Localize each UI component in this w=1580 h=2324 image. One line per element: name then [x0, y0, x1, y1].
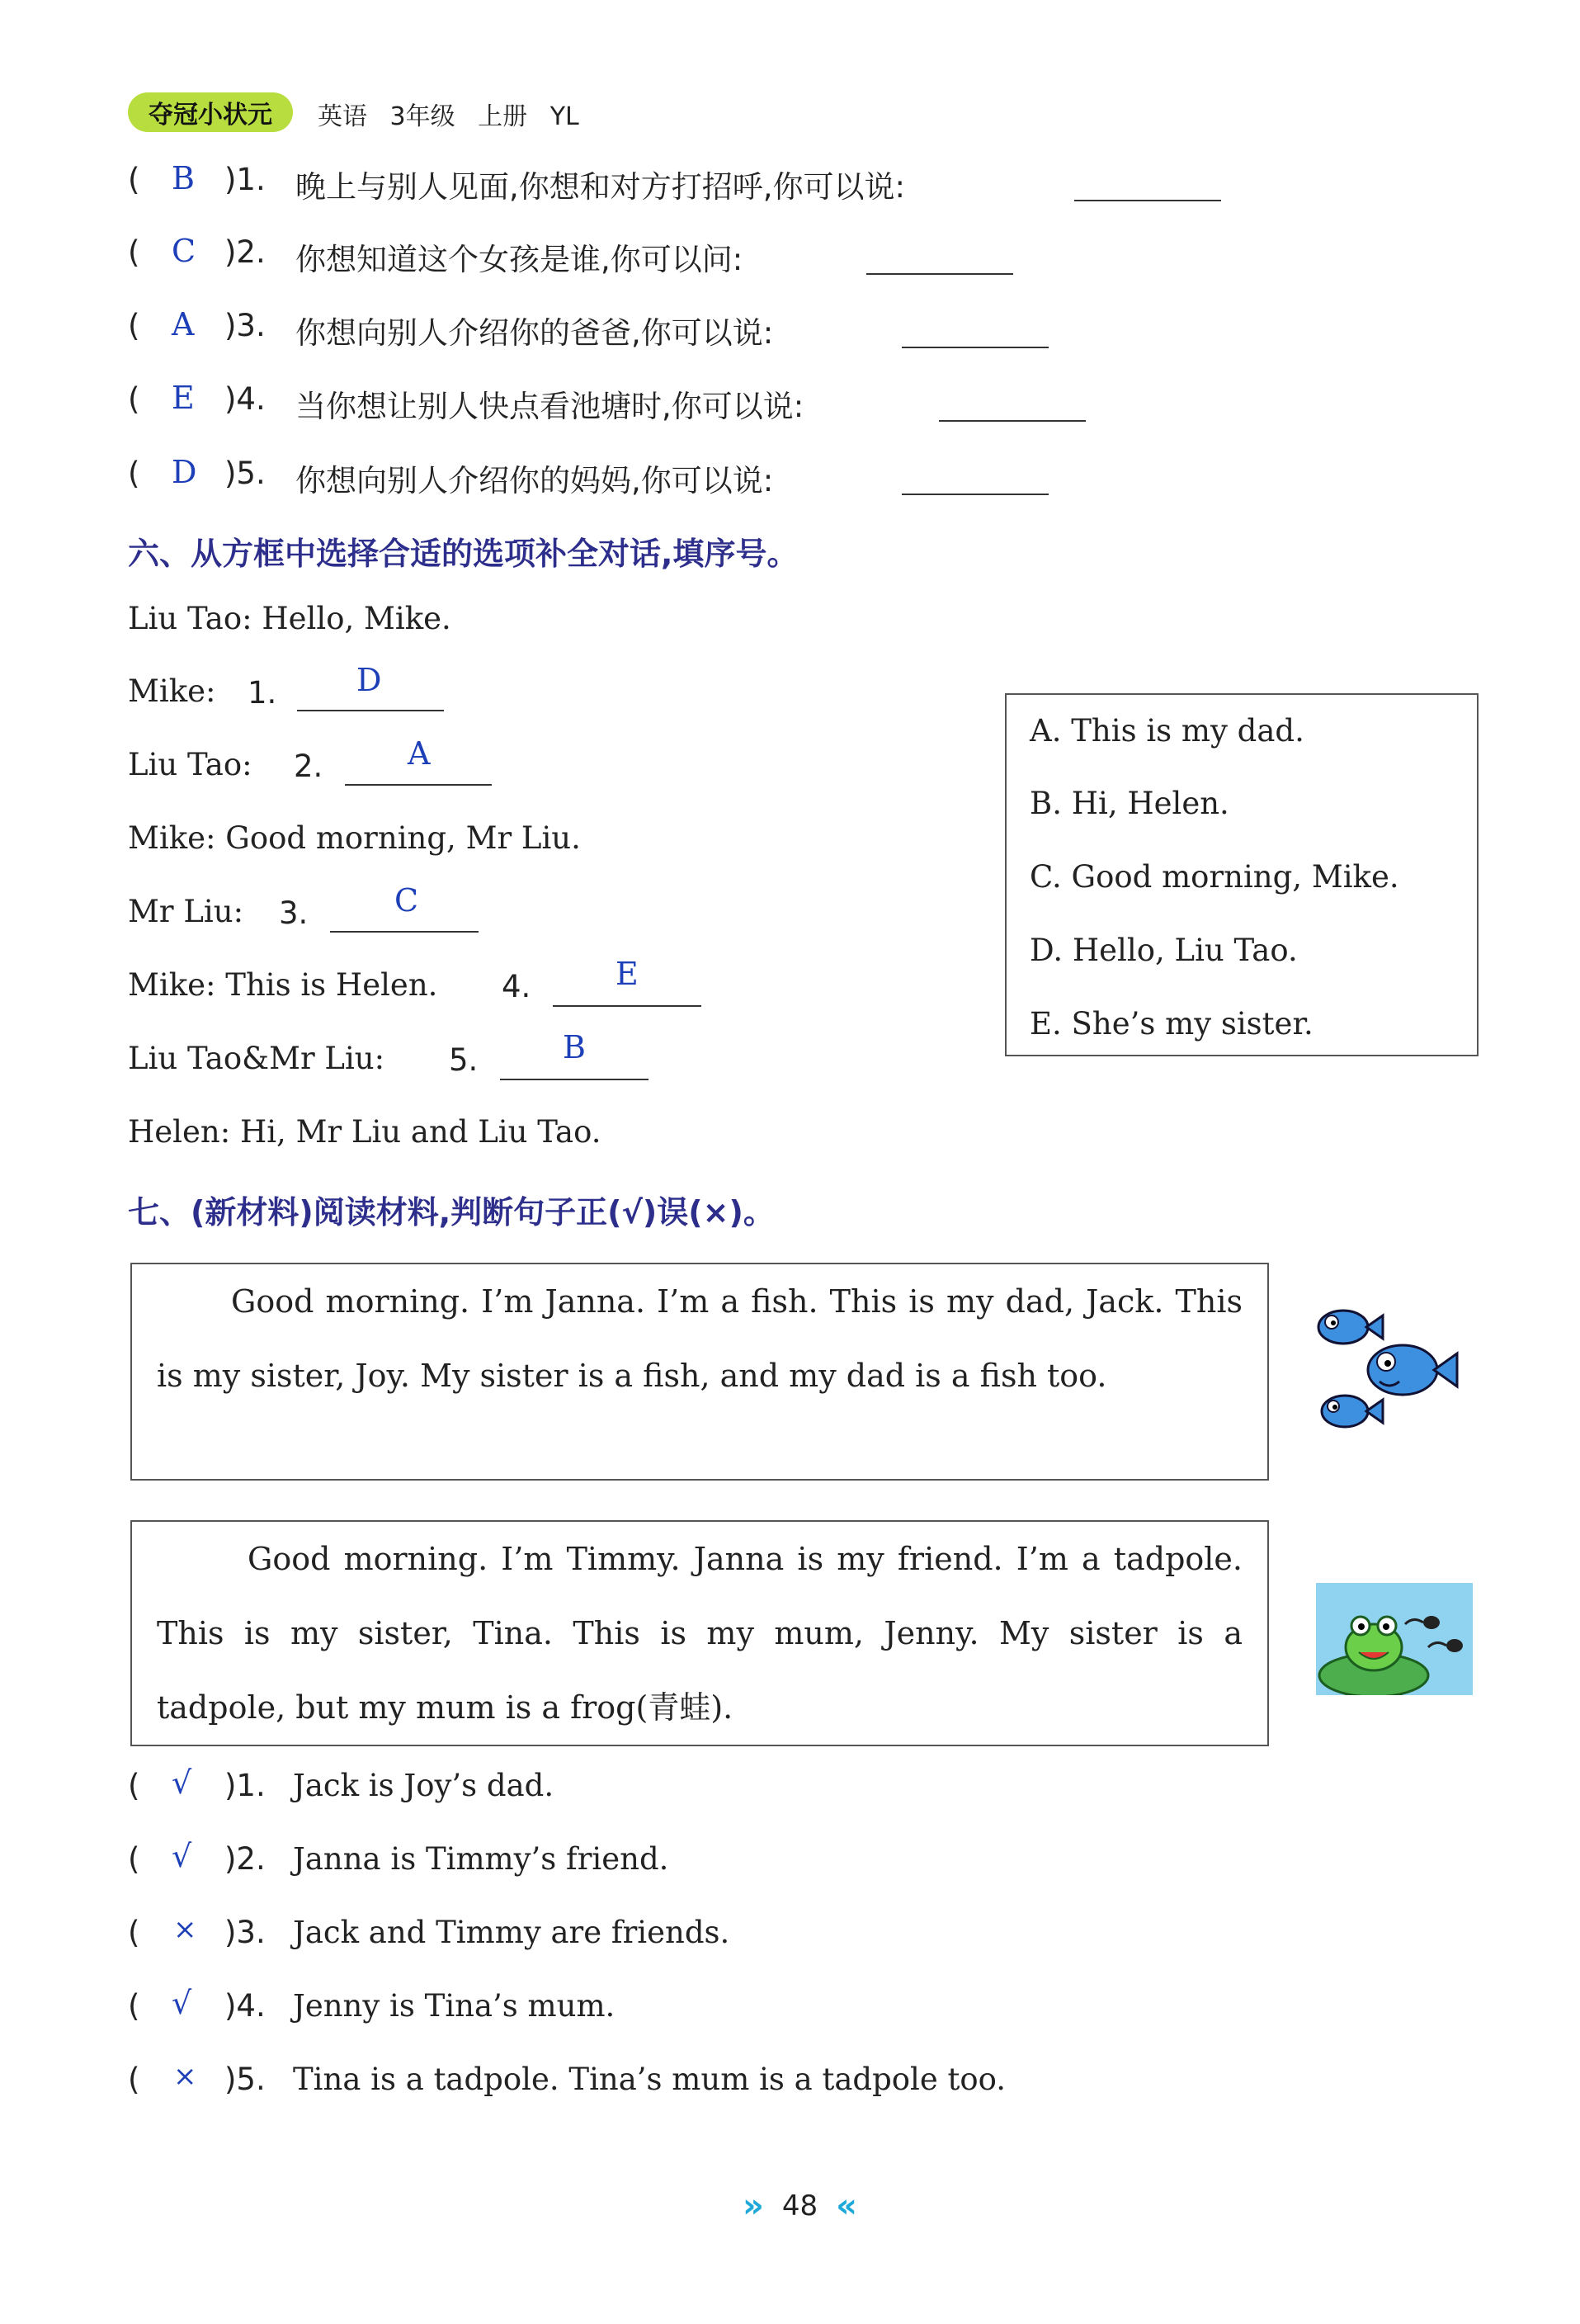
open-paren: ( — [128, 1841, 140, 1877]
dialogue-line: Mike: This is Helen. — [128, 967, 438, 1003]
judgement-mark: √ — [172, 1838, 192, 1874]
blank-number: 5. — [449, 1042, 479, 1078]
answer-blank — [866, 273, 1013, 275]
blank-number: 4. — [502, 969, 531, 1004]
double-chevron-right-icon: » — [743, 2187, 764, 2225]
item-text: 你想向别人介绍你的爸爸,你可以说: — [295, 315, 774, 351]
item-text: Jenny is Tina’s mum. — [293, 1988, 615, 2024]
answer-blank — [902, 347, 1049, 348]
item-number: )2. — [224, 234, 266, 270]
options-box — [1005, 693, 1479, 1056]
option-item: E. She’s my sister. — [1030, 1006, 1314, 1042]
fish-icon — [1318, 1311, 1383, 1344]
page-number-text: 48 — [781, 2189, 818, 2222]
answer-mark: D — [356, 662, 382, 698]
answer-blank — [330, 931, 479, 933]
item-text: 晚上与别人见面,你想和对方打招呼,你可以说: — [295, 169, 905, 205]
answer-blank — [553, 1005, 701, 1007]
page-number — [743, 2187, 857, 2225]
option-item: D. Hello, Liu Tao. — [1030, 933, 1298, 968]
dialogue-line: Mr Liu: — [128, 894, 244, 929]
item-text: 你想向别人介绍你的妈妈,你可以说: — [295, 463, 774, 498]
dialogue-line: Mike: Good morning, Mr Liu. — [128, 820, 581, 856]
item-text: Janna is Timmy’s friend. — [293, 1841, 669, 1877]
option-item: C. Good morning, Mike. — [1030, 859, 1399, 895]
dialogue-line: Mike: — [128, 673, 216, 709]
passage-text: Good morning. I’m Timmy. Janna is my friend. I’m a tadpole. This is my sister, Tina. This is my mum, Jenny. My sister is a tadpole, but my mum is a frog(青蛙). — [157, 1541, 1243, 1726]
item-text: 你想知道这个女孩是谁,你可以问: — [295, 242, 743, 277]
item-text: 当你想让别人快点看池塘时,你可以说: — [295, 389, 804, 424]
item-number: )3. — [224, 1915, 266, 1950]
answer-mark: B — [563, 1029, 586, 1065]
fish-illustration — [1304, 1296, 1477, 1444]
dialogue-line: Helen: Hi, Mr Liu and Liu Tao. — [128, 1114, 601, 1150]
judgement-mark: × — [173, 1913, 197, 1946]
open-paren: ( — [128, 2062, 140, 2097]
frog-icon — [1346, 1617, 1402, 1670]
item-number: )4. — [224, 1988, 266, 2024]
answer-blank — [902, 494, 1049, 495]
option-item: A. This is my dad. — [1030, 713, 1304, 749]
dialogue-line: Liu Tao: Hello, Mike. — [128, 601, 451, 636]
item-text: Jack is Joy’s dad. — [293, 1768, 554, 1803]
section7-title: 七、(新材料)阅读材料,判断句子正(√)误(×)。 — [128, 1194, 775, 1230]
open-paren: ( — [128, 1915, 140, 1950]
open-paren: ( — [128, 234, 140, 270]
item-text: Jack and Timmy are friends. — [293, 1915, 730, 1950]
answer-mark: C — [394, 882, 419, 919]
item-number: )5. — [224, 456, 266, 491]
blank-number: 2. — [294, 749, 323, 784]
answer-blank — [345, 784, 492, 786]
dialogue-line: Liu Tao&Mr Liu: — [128, 1041, 385, 1076]
open-paren: ( — [128, 1988, 140, 2024]
answer-mark: A — [408, 735, 431, 772]
answer-mark: E — [172, 380, 195, 416]
answer-mark: D — [172, 454, 197, 490]
dialogue-line: Liu Tao: — [128, 747, 252, 782]
answer-blank — [939, 420, 1086, 422]
item-number: )3. — [224, 308, 266, 343]
answer-mark: B — [172, 160, 195, 196]
open-paren: ( — [128, 456, 140, 491]
blank-number: 1. — [248, 675, 277, 711]
double-chevron-left-icon: « — [836, 2187, 857, 2225]
open-paren: ( — [128, 1768, 140, 1803]
section6-title: 六、从方框中选择合适的选项补全对话,填序号。 — [128, 536, 799, 572]
answer-mark: C — [172, 233, 196, 269]
open-paren: ( — [128, 381, 140, 417]
answer-mark: A — [172, 306, 195, 342]
option-item: B. Hi, Helen. — [1030, 786, 1229, 821]
open-paren: ( — [128, 162, 140, 197]
book-info: 英语 3年级 上册 YL — [318, 102, 579, 131]
fish-icon — [1322, 1396, 1383, 1427]
item-number: )4. — [224, 381, 266, 417]
item-number: )1. — [224, 1768, 266, 1803]
blank-number: 3. — [279, 895, 309, 931]
judgement-mark: × — [173, 2060, 197, 2093]
fish-icon — [1368, 1345, 1457, 1395]
frog-illustration — [1316, 1583, 1473, 1695]
judgement-mark: √ — [172, 1985, 192, 2021]
brand-badge: 夺冠小状元 — [128, 92, 293, 132]
item-text: Tina is a tadpole. Tina’s mum is a tadpole too. — [293, 2062, 1007, 2097]
item-number: )1. — [224, 162, 266, 197]
reading-passage-1 — [130, 1263, 1269, 1481]
item-number: )2. — [224, 1841, 266, 1877]
reading-passage-2 — [130, 1520, 1269, 1746]
open-paren: ( — [128, 308, 140, 343]
judgement-mark: √ — [172, 1764, 192, 1801]
answer-blank — [297, 710, 444, 711]
answer-mark: E — [615, 956, 639, 992]
answer-blank — [500, 1079, 649, 1080]
passage-text: Good morning. I’m Janna. I’m a fish. This is my dad, Jack. This is my sister, Joy. My sister is a fish, and my dad is a fish too. — [157, 1283, 1243, 1394]
answer-blank — [1074, 200, 1221, 201]
item-number: )5. — [224, 2062, 266, 2097]
